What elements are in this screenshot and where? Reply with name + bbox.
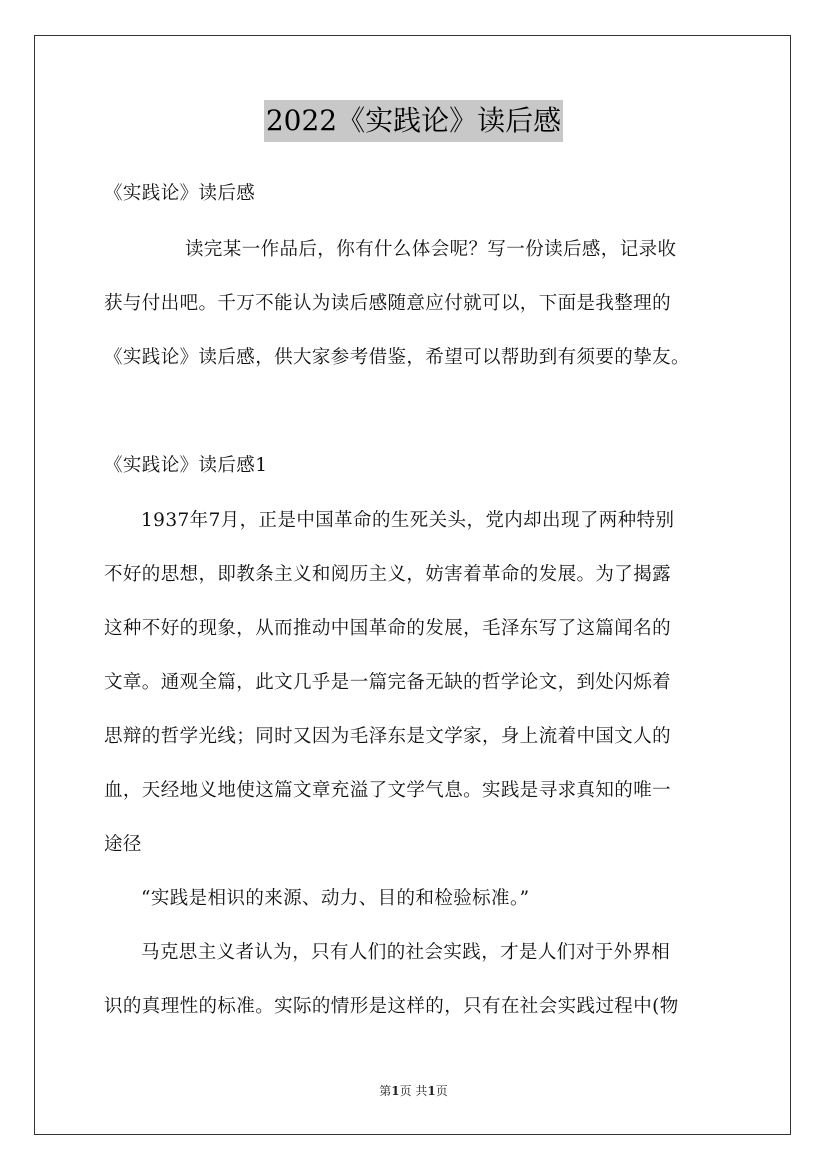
body-line-9: 识的真理性的标准。实际的情形是这样的，只有在社会实践过程中(物 xyxy=(104,996,679,1017)
footer-page-mid: 页 共 xyxy=(399,1084,428,1098)
footer-page-total: 1 xyxy=(427,1084,436,1098)
page-footer xyxy=(0,1083,827,1099)
body-line-3: 这种不好的现象，从而推动中国革命的发展，毛泽东写了这篇闻名的 xyxy=(104,618,672,639)
footer-page-suffix: 页 xyxy=(435,1084,448,1098)
body-line-8: 马克思主义者认为，只有人们的社会实践，才是人们对于外界相 xyxy=(141,942,671,963)
body-line-5: 思辩的哲学光线；同时又因为毛泽东是文学家，身上流着中国文人的 xyxy=(104,726,672,747)
subtitle: 《实践论》读后感 xyxy=(104,183,256,204)
section-heading: 《实践论》读后感1 xyxy=(104,455,268,476)
footer-page-number: 1 xyxy=(391,1084,400,1098)
intro-line-3: 《实践论》读后感，供大家参考借鉴，希望可以帮助到有须要的挚友。 xyxy=(104,347,690,368)
quote-line: “实践是相识的来源、动力、目的和检验标准。” xyxy=(141,888,530,909)
body-line-6: 血，天经地义地使这篇文章充溢了文学气息。实践是寻求真知的唯一 xyxy=(104,780,672,801)
intro-line-2: 获与付出吧。千万不能认为读后感随意应付就可以，下面是我整理的 xyxy=(104,293,672,314)
title-container xyxy=(0,100,827,142)
footer-page-prefix: 第 xyxy=(379,1084,392,1098)
body-line-1: 1937年7月，正是中国革命的生死关头，党内却出现了两种特别 xyxy=(141,510,675,531)
body-line-4: 文章。通观全篇，此文几乎是一篇完备无缺的哲学论文，到处闪烁着 xyxy=(104,672,672,693)
body-line-7: 途径 xyxy=(104,834,142,855)
intro-line-1: 读完某一作品后，你有什么体会呢？写一份读后感，记录收 xyxy=(185,239,677,260)
document-title: 2022《实践论》读后感 xyxy=(264,100,563,142)
body-line-2: 不好的思想，即教条主义和阅历主义，妨害着革命的发展。为了揭露 xyxy=(104,564,672,585)
